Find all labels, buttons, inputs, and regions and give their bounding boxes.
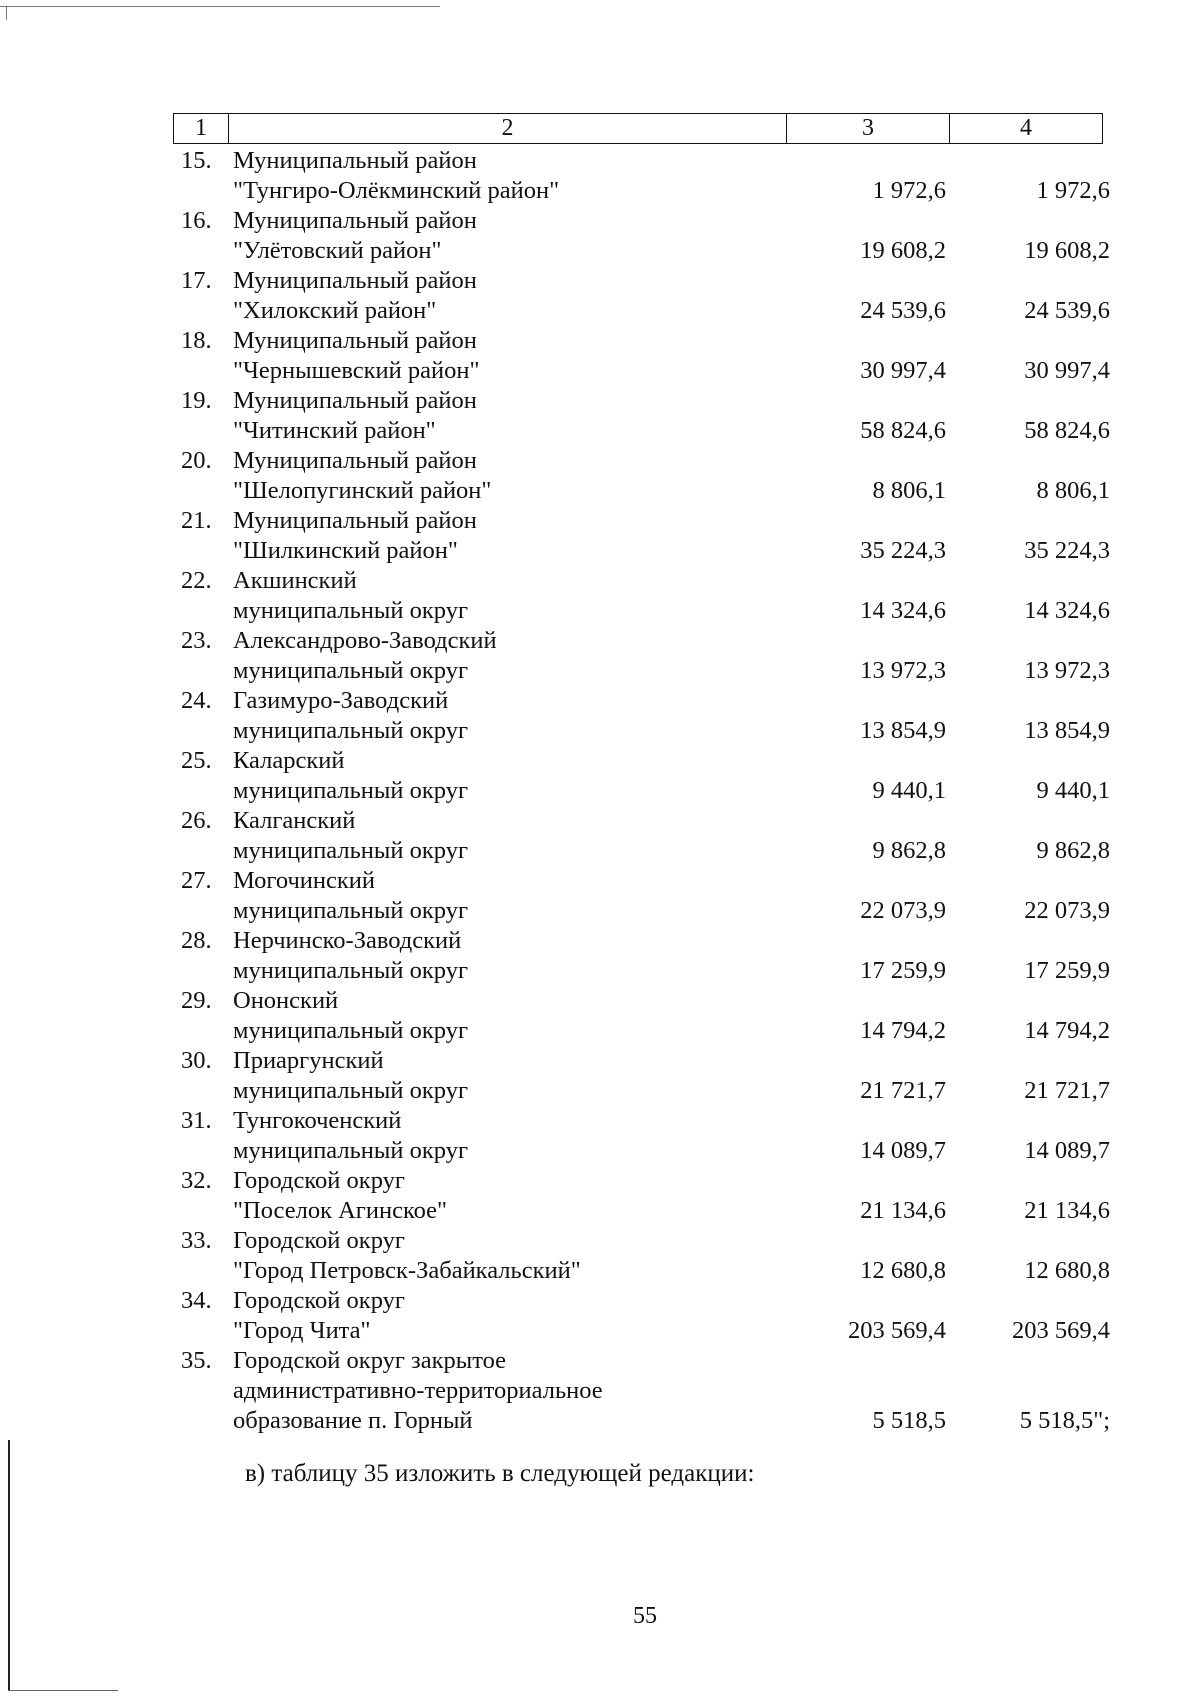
row-name: "Читинский район": [233, 417, 436, 444]
table-row-line: [0, 236, 1200, 266]
table-row-line: [0, 806, 1200, 836]
row-number: 30.: [181, 1047, 212, 1074]
table-row-line: [0, 536, 1200, 566]
row-name: муниципальный округ: [233, 837, 468, 864]
row-number: 21.: [181, 507, 212, 534]
table-row-line: [0, 146, 1200, 176]
row-name: муниципальный округ: [233, 597, 468, 624]
row-value-col4: 21 721,7: [1024, 1077, 1110, 1104]
row-name: Могочинский: [233, 867, 376, 894]
table-row: [0, 686, 1200, 746]
table-row-line: [0, 686, 1200, 716]
row-value-col3: 13 854,9: [860, 717, 946, 744]
row-name: "Улётовский район": [233, 237, 442, 264]
row-value-col3: 203 569,4: [848, 1317, 946, 1344]
table-body: [0, 146, 1200, 1436]
table-row-line: [0, 476, 1200, 506]
table-row: [0, 1286, 1200, 1346]
table-row-line: [0, 1346, 1200, 1376]
table-header: [173, 113, 1103, 144]
table-row: [0, 446, 1200, 506]
header-col-2: 2: [229, 114, 787, 143]
row-value-col3: 24 539,6: [860, 297, 946, 324]
row-number: 28.: [181, 927, 212, 954]
row-name: "Город Чита": [233, 1317, 371, 1344]
row-value-col4: 9 440,1: [1036, 777, 1110, 804]
table-row-line: [0, 416, 1200, 446]
row-value-col3: 14 324,6: [860, 597, 946, 624]
table-row-line: [0, 1376, 1200, 1406]
row-name: Муниципальный район: [233, 507, 477, 534]
row-name: образование п. Горный: [233, 1407, 473, 1434]
table-row-line: [0, 176, 1200, 206]
row-value-col3: 1 972,6: [872, 177, 946, 204]
row-name: Муниципальный район: [233, 387, 477, 414]
row-value-col3: 21 721,7: [860, 1077, 946, 1104]
row-number: 22.: [181, 567, 212, 594]
row-value-col3: 58 824,6: [860, 417, 946, 444]
row-name: Акшинский: [233, 567, 357, 594]
row-value-col4: 24 539,6: [1024, 297, 1110, 324]
row-number: 31.: [181, 1107, 212, 1134]
row-value-col4: 35 224,3: [1024, 537, 1110, 564]
row-number: 29.: [181, 987, 212, 1014]
table-row-line: [0, 656, 1200, 686]
table-row-line: [0, 1106, 1200, 1136]
row-name: Муниципальный район: [233, 267, 477, 294]
table-row-line: [0, 1016, 1200, 1046]
row-value-col3: 12 680,8: [860, 1257, 946, 1284]
row-value-col4: 17 259,9: [1024, 957, 1110, 984]
row-value-col3: 8 806,1: [872, 477, 946, 504]
table-row-line: [0, 896, 1200, 926]
row-value-col3: 5 518,5: [872, 1407, 946, 1434]
table-row: [0, 1166, 1200, 1226]
row-name: муниципальный округ: [233, 957, 468, 984]
table-row: [0, 1106, 1200, 1166]
row-value-col4: 22 073,9: [1024, 897, 1110, 924]
row-name: "Чернышевский район": [233, 357, 480, 384]
table-row: [0, 266, 1200, 326]
table-row: [0, 1346, 1200, 1436]
table-row-line: [0, 386, 1200, 416]
row-name: муниципальный округ: [233, 717, 468, 744]
row-value-col4: 5 518,5";: [1019, 1407, 1110, 1434]
table-row: [0, 146, 1200, 206]
row-value-col3: 17 259,9: [860, 957, 946, 984]
row-number: 18.: [181, 327, 212, 354]
row-name: Муниципальный район: [233, 327, 477, 354]
row-value-col3: 14 794,2: [860, 1017, 946, 1044]
row-name: "Хилокский район": [233, 297, 437, 324]
row-value-col4: 14 324,6: [1024, 597, 1110, 624]
row-value-col3: 9 862,8: [872, 837, 946, 864]
row-name: муниципальный округ: [233, 1017, 468, 1044]
row-name: Приаргунский: [233, 1047, 384, 1074]
header-col-4: 4: [1020, 115, 1032, 141]
row-name: муниципальный округ: [233, 777, 468, 804]
row-value-col3: 35 224,3: [860, 537, 946, 564]
table-row-line: [0, 986, 1200, 1016]
row-value-col4: 13 972,3: [1024, 657, 1110, 684]
row-number: 24.: [181, 687, 212, 714]
table-row: [0, 386, 1200, 446]
row-name: административно-территориальное: [233, 1377, 603, 1404]
row-number: 27.: [181, 867, 212, 894]
table-row-line: [0, 1046, 1200, 1076]
table-row: [0, 746, 1200, 806]
row-name: Каларский: [233, 747, 345, 774]
row-value-col3: 21 134,6: [860, 1197, 946, 1224]
table-row: [0, 926, 1200, 986]
row-number: 32.: [181, 1167, 212, 1194]
row-name: Городской округ: [233, 1167, 405, 1194]
table-row-line: [0, 506, 1200, 536]
row-value-col4: 12 680,8: [1024, 1257, 1110, 1284]
row-value-col4: 30 997,4: [1024, 357, 1110, 384]
row-name: Ононский: [233, 987, 339, 1014]
table-row: [0, 1046, 1200, 1106]
row-value-col4: 19 608,2: [1024, 237, 1110, 264]
table-row-line: [0, 626, 1200, 656]
row-name: Городской округ: [233, 1287, 405, 1314]
table-row-line: [0, 1166, 1200, 1196]
row-number: 33.: [181, 1227, 212, 1254]
table-row: [0, 866, 1200, 926]
row-name: муниципальный округ: [233, 1137, 468, 1164]
table-row-line: [0, 1196, 1200, 1226]
row-number: 34.: [181, 1287, 212, 1314]
table-row-line: [0, 1316, 1200, 1346]
table-row: [0, 1226, 1200, 1286]
table-row: [0, 806, 1200, 866]
row-name: "Город Петровск-Забайкальский": [233, 1257, 581, 1284]
row-name: Муниципальный район: [233, 147, 477, 174]
table-row-line: [0, 1226, 1200, 1256]
row-name: Газимуро-Заводский: [233, 687, 449, 714]
table-row: [0, 506, 1200, 566]
table-row-line: [0, 326, 1200, 356]
row-value-col3: 9 440,1: [872, 777, 946, 804]
scan-edge-top: [0, 6, 440, 7]
row-number: 16.: [181, 207, 212, 234]
header-col-1: 1: [174, 114, 229, 143]
row-name: "Поселок Агинское": [233, 1197, 448, 1224]
row-name: муниципальный округ: [233, 657, 468, 684]
row-value-col4: 58 824,6: [1024, 417, 1110, 444]
table-row-line: [0, 926, 1200, 956]
table-row-line: [0, 296, 1200, 326]
table-row-line: [0, 1406, 1200, 1436]
table-row: [0, 626, 1200, 686]
table-row-line: [0, 596, 1200, 626]
row-value-col3: 19 608,2: [860, 237, 946, 264]
row-name: Муниципальный район: [233, 447, 477, 474]
row-name: Муниципальный район: [233, 207, 477, 234]
table-row-line: [0, 776, 1200, 806]
row-value-col3: 14 089,7: [860, 1137, 946, 1164]
page-number: 55: [633, 1603, 657, 1629]
table-row-line: [0, 716, 1200, 746]
row-name: Нерчинско-Заводский: [233, 927, 462, 954]
row-value-col3: 30 997,4: [860, 357, 946, 384]
row-value-col4: 1 972,6: [1036, 177, 1110, 204]
table-row-line: [0, 1136, 1200, 1166]
scan-edge-corner: [6, 6, 7, 20]
row-number: 23.: [181, 627, 212, 654]
row-value-col4: 14 089,7: [1024, 1137, 1110, 1164]
row-value-col3: 13 972,3: [860, 657, 946, 684]
row-value-col4: 14 794,2: [1024, 1017, 1110, 1044]
row-name: "Шелопугинский район": [233, 477, 492, 504]
row-number: 35.: [181, 1347, 212, 1374]
table-row-line: [0, 206, 1200, 236]
row-name: Городской округ закрытое: [233, 1347, 507, 1374]
table-row-line: [0, 1286, 1200, 1316]
row-name: "Тунгиро-Олёкминский район": [233, 177, 560, 204]
row-name: "Шилкинский район": [233, 537, 458, 564]
row-value-col4: 9 862,8: [1036, 837, 1110, 864]
table-row: [0, 986, 1200, 1046]
table-row-line: [0, 956, 1200, 986]
row-number: 15.: [181, 147, 212, 174]
table-row-line: [0, 866, 1200, 896]
row-name: муниципальный округ: [233, 1077, 468, 1104]
table-row-line: [0, 1256, 1200, 1286]
row-number: 19.: [181, 387, 212, 414]
table-row-line: [0, 446, 1200, 476]
row-number: 20.: [181, 447, 212, 474]
row-number: 26.: [181, 807, 212, 834]
table-row-line: [0, 266, 1200, 296]
row-value-col3: 22 073,9: [860, 897, 946, 924]
row-value-col4: 13 854,9: [1024, 717, 1110, 744]
scan-edge-left: [8, 1440, 10, 1690]
row-name: муниципальный округ: [233, 897, 468, 924]
table-row: [0, 566, 1200, 626]
table-row-line: [0, 746, 1200, 776]
instruction-text: в) таблицу 35 изложить в следующей редакции:: [245, 1460, 755, 1487]
table-row-line: [0, 836, 1200, 866]
row-number: 17.: [181, 267, 212, 294]
scan-edge-bottom: [8, 1690, 118, 1691]
table-row-line: [0, 1076, 1200, 1106]
row-name: Калганский: [233, 807, 356, 834]
row-value-col4: 21 134,6: [1024, 1197, 1110, 1224]
row-value-col4: 203 569,4: [1012, 1317, 1110, 1344]
table-row: [0, 326, 1200, 386]
row-number: 25.: [181, 747, 212, 774]
row-value-col4: 8 806,1: [1036, 477, 1110, 504]
row-name: Александрово-Заводский: [233, 627, 497, 654]
header-col-3: 3: [787, 114, 950, 143]
table-row: [0, 206, 1200, 266]
table-row-line: [0, 566, 1200, 596]
table-row-line: [0, 356, 1200, 386]
row-name: Городской округ: [233, 1227, 405, 1254]
row-name: Тунгокоченский: [233, 1107, 402, 1134]
